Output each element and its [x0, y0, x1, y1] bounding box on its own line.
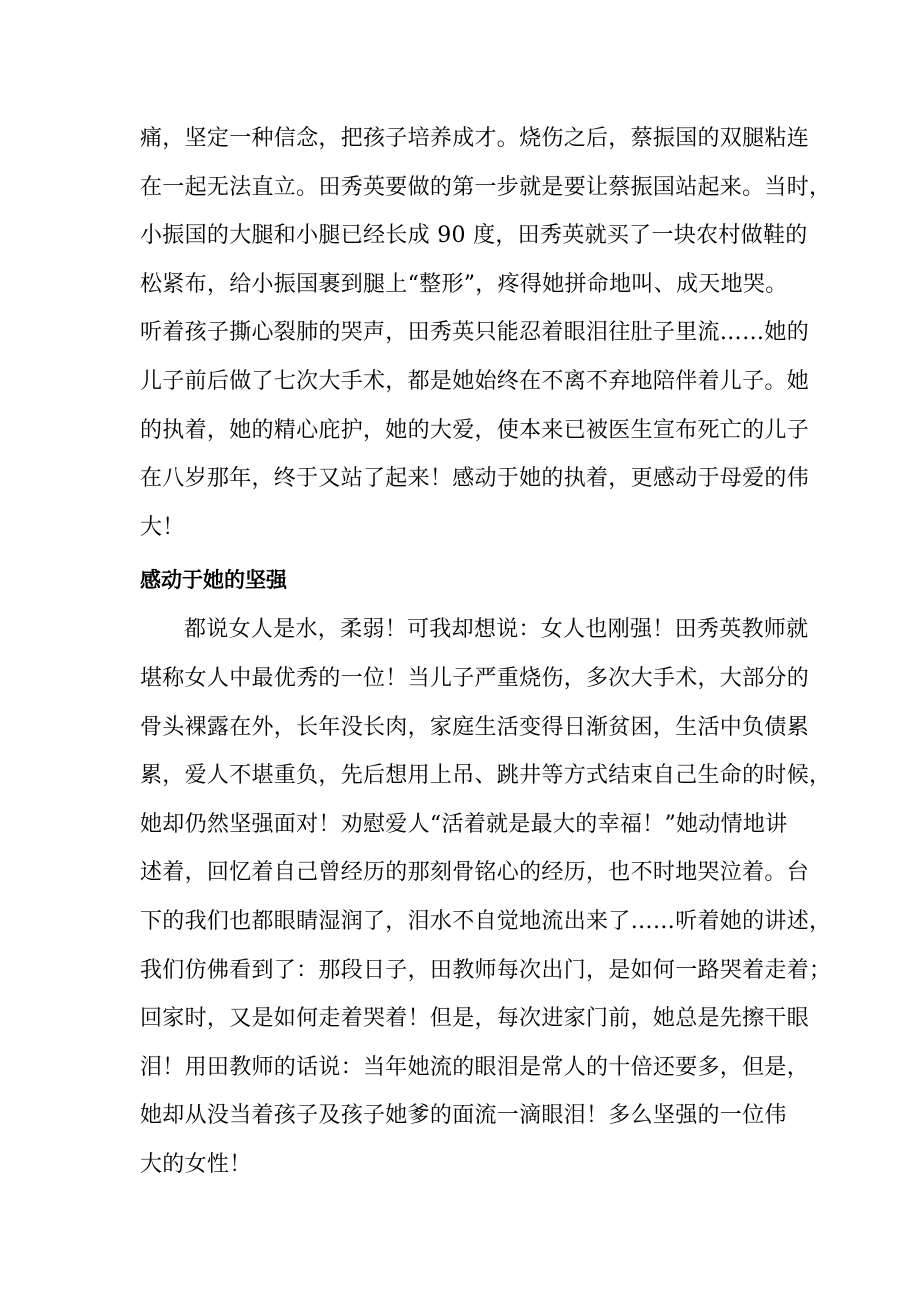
text-line: 堪称女人中最优秀的一位！当儿子严重烧伤，多次大手术，大部分的 [140, 665, 810, 691]
text-line: 我们仿佛看到了：那段日子，田教师每次出门，是如何一路哭着走着； [140, 957, 832, 983]
text-line: 松紧布，给小振国裹到腿上“整形”，疼得她拼命地叫、成天地哭。 [140, 271, 788, 297]
document-body [140, 115, 832, 1189]
text-line: 她却仍然坚强面对！劝慰爱人“活着就是最大的幸福！”她动情地讲 [140, 811, 788, 837]
paragraph-mother-love [140, 115, 832, 552]
text-line: 述着，回忆着自己曾经历的那刻骨铭心的经历，也不时地哭泣着。台 [140, 860, 810, 886]
text-line: 回家时，又是如何走着哭着！但是，每次进家门前，她总是先擦干眼 [140, 1006, 810, 1032]
paragraph-strength [140, 606, 832, 1189]
text-line: 下的我们也都眼睛湿润了，泪水不自觉地流出来了……听着她的讲述， [140, 908, 832, 934]
text-line: 儿子前后做了七次大手术，都是她始终在不离不弃地陪伴着儿子。她 [140, 368, 810, 394]
text-line: 在一起无法直立。田秀英要做的第一步就是要让蔡振国站起来。当时， [140, 174, 832, 200]
section-heading: 感动于她的坚强 [140, 568, 287, 593]
text-line: 她却从没当着孩子及孩子她爹的面流一滴眼泪！多么坚强的一位伟 [140, 1103, 787, 1129]
text-line: 小振国的大腿和小腿已经长成 90 度，田秀英就买了一块农村做鞋的 [140, 223, 808, 249]
text-line: 在八岁那年，终于又站了起来！感动于她的执着，更感动于母爱的伟 [140, 466, 810, 492]
text-line: 都说女人是水，柔弱！可我却想说：女人也刚强！田秀英教师就 [184, 617, 809, 643]
text-line: 听着孩子撕心裂肺的哭声，田秀英只能忍着眼泪往肚子里流……她的 [140, 320, 810, 346]
text-line: 骨头裸露在外，长年没长肉，家庭生活变得日渐贫困，生活中负债累 [140, 714, 810, 740]
text-line: 累，爱人不堪重负，先后想用上吊、跳井等方式结束自己生命的时候， [140, 763, 832, 789]
text-line: 大！ [140, 514, 185, 540]
text-line: 的执着，她的精心庇护，她的大爱，使本来已被医生宣布死亡的儿子 [140, 417, 810, 443]
text-line: 大的女性！ [140, 1151, 252, 1177]
text-line: 痛，坚定一种信念，把孩子培养成才。烧伤之后，蔡振国的双腿粘连 [140, 126, 810, 151]
text-line: 泪！用田教师的话说：当年她流的眼泪是常人的十倍还要多，但是， [140, 1054, 810, 1080]
